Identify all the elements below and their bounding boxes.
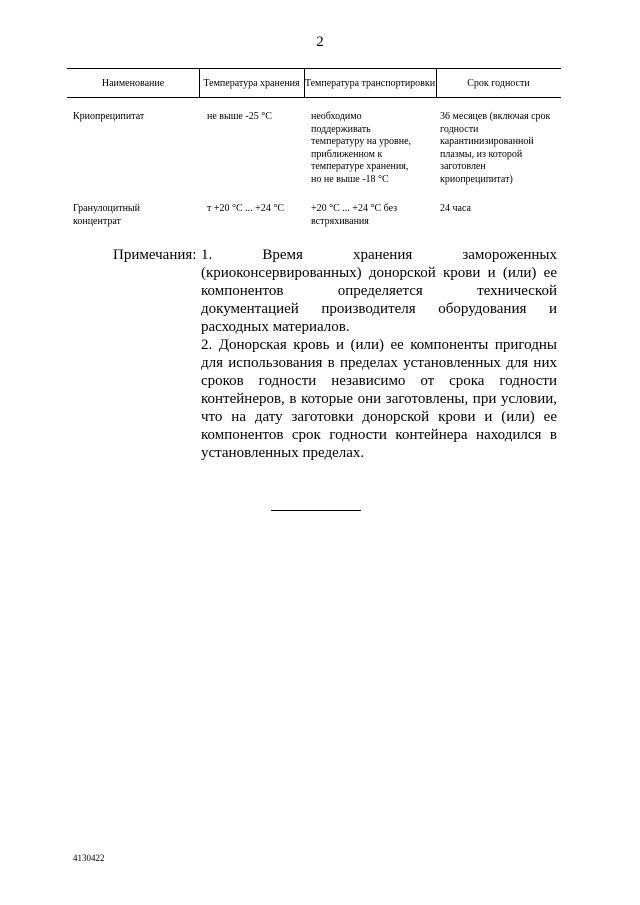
note-item: 2. Донорская кровь и (или) ее компоненты пригодны для использования в пределах установленных для них сроков годности независимо от срока годности контейнеров, в которые они заготовлены, при условии, что на дату заготовки донорской крови и (или) ее компонентов срок годности контейнера находился в установленных пределах. [201, 337, 557, 461]
notes-label: Примечания: [113, 247, 197, 263]
row-shelf-life: 24 часа [440, 203, 471, 214]
row-transport: +20 °C ... +24 °C без встряхивания [311, 203, 398, 227]
row-shelf-life: 36 месяцев (включая срок годности карантинизированной плазмы, из которой заготовлен криопреципитат) [440, 111, 551, 185]
header-transport-temperature: Температура транспортировки [304, 77, 436, 89]
row-storage: не выше -25 °C [207, 111, 272, 122]
note-item: 1. Время хранения замороженных (криоконсервированных) донорской крови и (или) ее компонентов определяется технической документацией производителя оборудования и расходных материалов. [201, 247, 557, 335]
document-code: 4130422 [73, 853, 105, 863]
row-transport: необходимо поддерживать температуру на уровне, приближенном к температуре хранения, но не выше -18 °C [311, 111, 412, 185]
header-name: Наименование [101, 77, 165, 89]
table-header-rule [67, 97, 561, 98]
notes-body [201, 246, 557, 462]
closing-rule [271, 510, 361, 511]
row-storage: т +20 °C ... +24 °C [207, 203, 284, 214]
header-storage-temperature: Температура хранения [203, 77, 300, 89]
table-top-rule [67, 68, 561, 69]
header-shelf-life: Срок годности [467, 77, 530, 89]
row-name: Криопреципитат [73, 111, 145, 122]
row-name: Гранулоцитный концентрат [73, 203, 140, 227]
page-number: 2 [316, 34, 324, 50]
